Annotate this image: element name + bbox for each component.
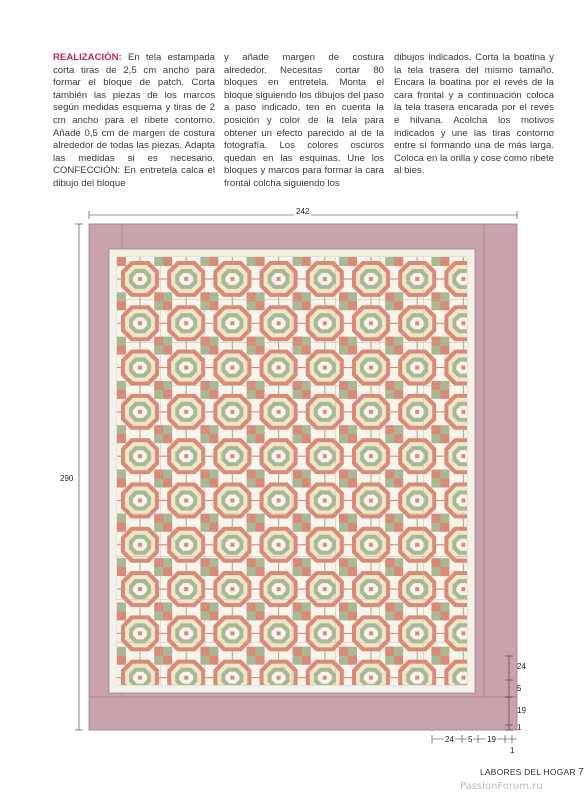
height-label: 290 — [60, 474, 74, 483]
magazine-name: LABORES DEL HOGAR — [480, 767, 576, 777]
instructions-column-2: y añade margen de costura alrededor. Necesitas cortar 80 bloques en entretela. Monta el bloque siguiendo los dibujos del paso a paso indicado, ten en cuenta la posición y color de la tela para obtener un efecto parecido al de la fotografía. Los colores oscuros quedan en las esquinas. Une los bloques y marcos para formar la cara frontal colcha siguiendo los — [224, 52, 384, 189]
bottom-dim-4: 1 — [510, 746, 515, 755]
right-dim-4: 1 — [517, 723, 522, 732]
column-1-text: En tela estampada corta tiras de 2,5 cm ancho para formar el bloque de patch. Corta también las piezas de los marcos según medidas esquema y tiras de 2 cm ancho para el ribete contorno. Añade 0,5 cm de margen de costura alrededor de todas las piezas. Adapta las medidas si es necesario. CONFECCIÓN: En entretela calca el dibujo del bloque — [53, 52, 215, 189]
page-footer — [480, 767, 584, 778]
right-dim-1: 24 — [517, 662, 526, 671]
section-lead: REALIZACIÓN: — [53, 52, 122, 63]
watermark: PassionForum.ru — [460, 781, 543, 792]
page-number: 7 — [578, 767, 584, 778]
right-dim-3: 19 — [517, 706, 526, 715]
right-dim-2: 5 — [517, 684, 522, 693]
bottom-dim-2: 5 — [468, 735, 473, 744]
bottom-dim-1: 24 — [445, 735, 454, 744]
instructions-column-3: dibujos indicados. Corta la boatina y la tela trasera del mismo tamaño. Encara la boatina por el revés de la cara frontal y a continuación coloca la tela trasera encarada por el revés e hilvana. Acolcha los motivos indicados y une las tiras contorno entre sí formando una de más larga. Coloca en la orilla y cose como ribete al bies. — [394, 52, 554, 177]
width-label: 242 — [296, 207, 310, 216]
bottom-dim-3: 19 — [487, 735, 496, 744]
